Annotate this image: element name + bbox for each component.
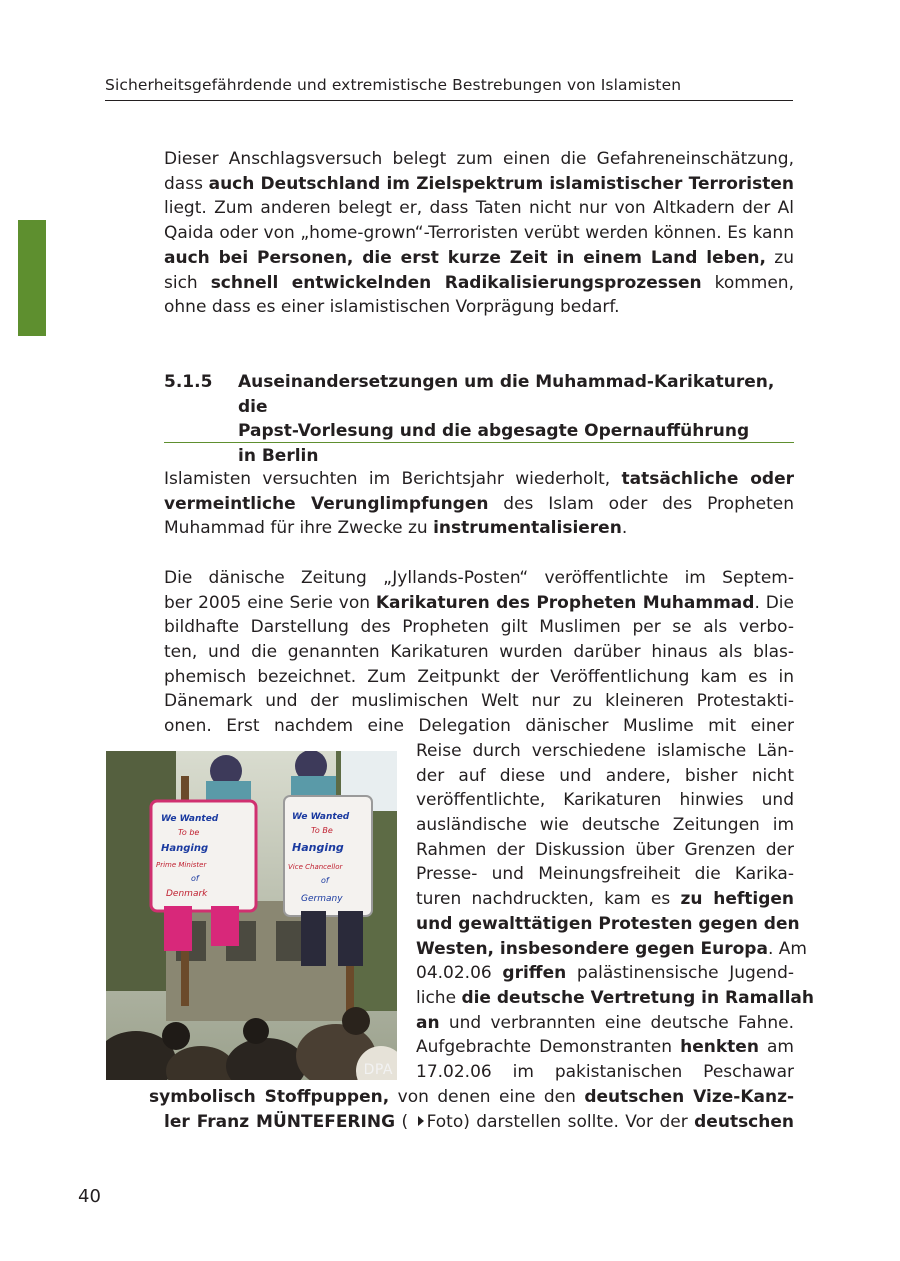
sign-left-line6: Denmark — [166, 889, 208, 899]
sign-right-line4: Vice Chancellor — [288, 863, 343, 871]
sign-left-line5: of — [191, 874, 199, 883]
protest-photo-illustration — [106, 751, 397, 1080]
arrow-right-icon — [418, 1116, 424, 1126]
sign-right-line5: of — [321, 876, 329, 885]
sign-left-line3: Hanging — [161, 843, 209, 854]
page-number: 40 — [78, 1186, 101, 1207]
intro-paragraph: Dieser Anschlagsversuch belegt zum einen die Gefahreneinschätzung, dass auch Deutschland im Zielspektrum islamistischer Terroristen liegt. Zum anderen belegt er, dass Taten nicht nur von Altkadern der Al Qaida oder von „home-grown“-Terroristen verübt werden können. Es kann auch bei Personen, die erst kurze Zeit in einem Land leben, zu sich schnell entwickelnden Radikalisierungsprozessen kommen, ohne dass es einer islamistischen Vorprägung bedarf. — [164, 149, 795, 318]
chapter-tab-marker — [18, 220, 46, 336]
running-header: Sicherheitsgefährdende und extremistische Bestrebungen von Islamisten — [105, 76, 793, 101]
photo-credit: DPA — [363, 1062, 393, 1078]
sign-right-line3: Hanging — [292, 841, 344, 854]
sign-left-line2: To be — [178, 828, 200, 837]
paragraph-islamists: Islamisten versuchten im Berichtsjahr wiederholt, tatsächliche oder vermeintliche Verunglimpfungen des Islam oder des Propheten Muhammad für ihre Zwecke zu instrumentalisieren. — [164, 469, 794, 539]
section-heading — [164, 370, 794, 467]
sign-right-line6: Germany — [301, 894, 343, 904]
sign-right-line2: To Be — [311, 826, 333, 835]
text-after-photo: symbolisch Stoffpuppen, von denen eine den deutschen Vize-Kanz- ler Franz MÜNTEFERING ( Foto) darstellen sollte. Vor der deutschen — [149, 1087, 795, 1132]
section-number: 5.1.5 — [164, 372, 213, 392]
protest-photo — [106, 751, 397, 1080]
section-title: Auseinandersetzungen um die Muhammad-Karikaturen, die Papst-Vorlesung und die abgesagte Opernaufführung in Berlin — [238, 372, 775, 467]
text-wrap-column: Reise durch verschiedene islamische Län- der auf diese und andere, bisher nicht veröffentlichte, Karikaturen hinwies und ausländische wie deutsche Zeitungen im Rahmen der Diskussion über Grenzen der Presse- und Meinungsfreiheit die Karika- turen nachdruckten, kam es zu heftigen und gewalttätigen Protesten gegen den Westen, insbesondere gegen Europa. Am 04.02.06 griffen palästinensische Jugend- liche die deutsche Vertretung in Ramallah an und verbrannten eine deutsche Fahne. Aufgebrachte Demonstranten henkten am 17.02.06 im pakistanischen Peschawar — [416, 741, 814, 1082]
sign-left-line1: We Wanted — [161, 814, 219, 824]
sign-left-line4: Prime Minister — [156, 861, 207, 869]
sign-right-line1: We Wanted — [292, 812, 350, 822]
paragraph-cartoons: Die dänische Zeitung „Jyllands-Posten“ veröffentlichte im Septem- ber 2005 eine Serie von Karikaturen des Propheten Muhammad. Die bildhafte Darstellung des Propheten gilt Muslimen per se als verbo- ten, und die genannten Karikaturen wurden darüber hinaus als blas- phemisch bezeichnet. Zum Zeitpunkt der Veröffentlichung kam es in Dänemark und der muslimischen Welt nur zu kleineren Protestakti- onen. Erst nachdem eine Delegation dänischer Muslime mit einer Reise durch verschiedene islamische Län- der auf diese und andere, bisher nicht veröffentlichte, Karikaturen hinwies und ausländische wie deutsche Zeitungen im Rahmen der Diskussion über Grenzen der Presse- und Meinungsfreiheit die Karika- turen nachdruckten, kam es zu heftigen und gewalttätigen Protesten gegen den Westen, insbesondere gegen Europa. Am 04.02.06 griffen palästinensische Jugend- liche die deutsche Vertretung in Ramallah an und verbrannten eine deutsche Fahne. Aufgebrachte Demonstranten henkten am 17.02.06 im pakistanischen Peschawar symbolisch Stoffpuppen, von denen eine den deutschen Vize-Kanz- ler Franz MÜNTEFERING ( Foto) darstellen sollte. Vor der deutschen — [164, 566, 794, 739]
